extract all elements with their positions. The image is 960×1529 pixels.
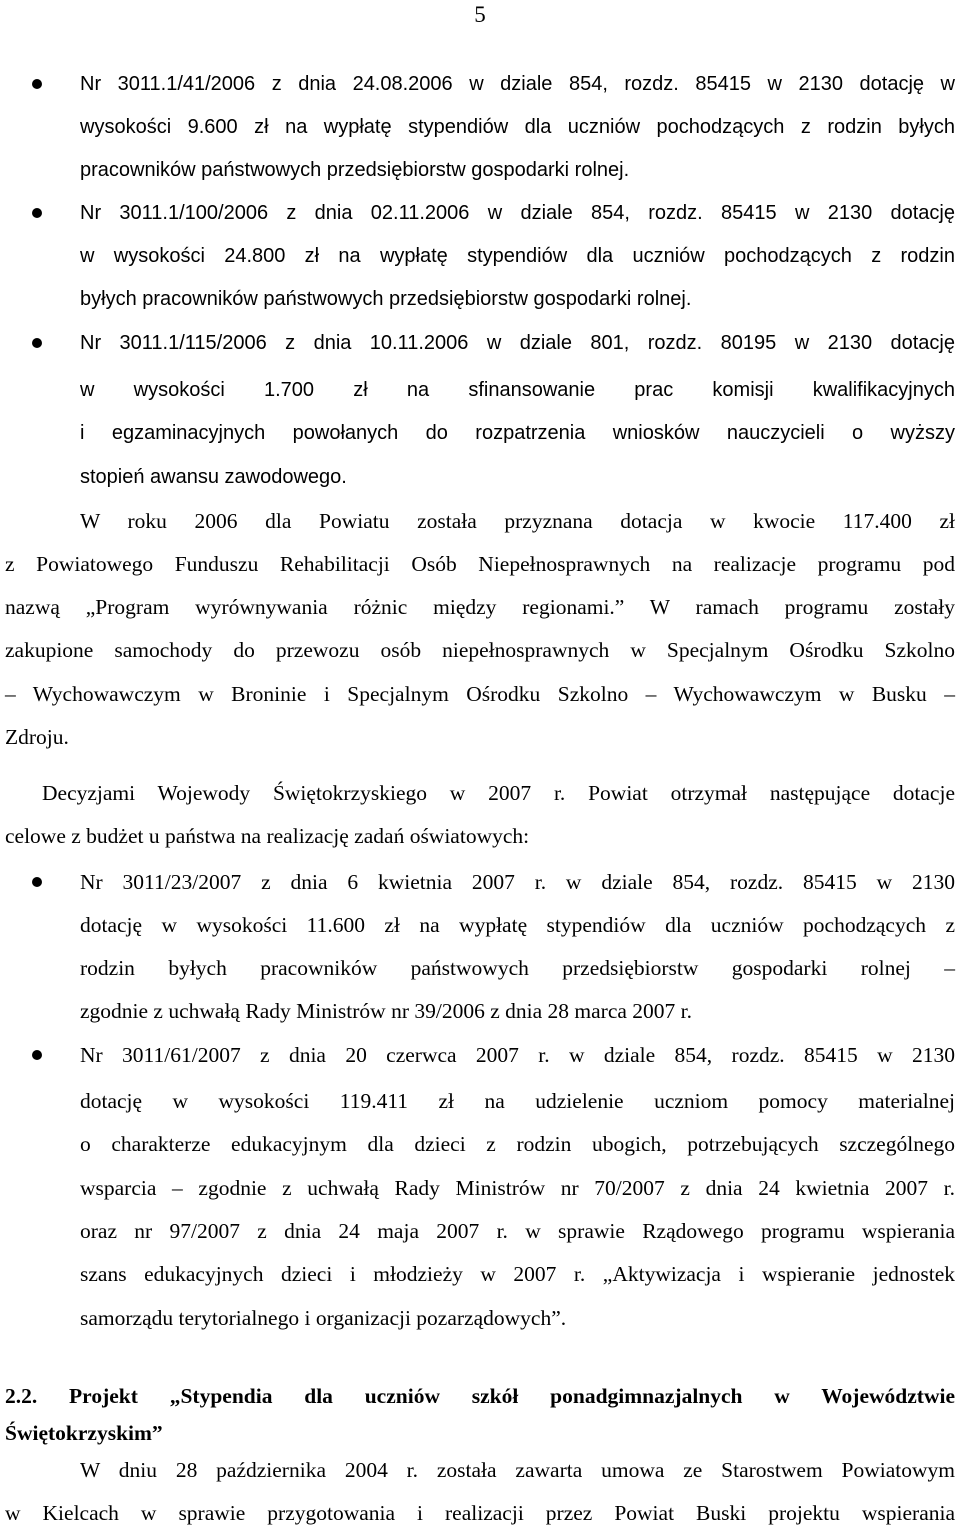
- list-item-line: samorządu terytorialnego i organizacji pozarządowych”.: [80, 1306, 567, 1330]
- list-item-line: wsparcia – zgodnie z uchwałą Rady Ministrów nr 70/2007 z dnia 24 kwietnia 2007 r.: [80, 1176, 955, 1200]
- list-item-line: rodzin byłych pracowników państwowych przedsiębiorstw gospodarki rolnej –: [80, 956, 955, 980]
- paragraph-line: zakupione samochody do przewozu osób niepełnosprawnych w Specjalnym Ośrodku Szkolno: [5, 638, 955, 662]
- paragraph-line: Zdroju.: [5, 725, 69, 749]
- bullet-icon: [32, 79, 42, 89]
- list-item-line: szans edukacyjnych dzieci i młodzieży w 2007 r. „Aktywizacja i wspieranie jednostek: [80, 1262, 955, 1286]
- list-item-line: o charakterze edukacyjnym dla dzieci z rodzin ubogich, potrzebujących szczególnego: [80, 1132, 955, 1156]
- list-item-line: Nr 3011.1/41/2006 z dnia 24.08.2006 w dziale 854, rozdz. 85415 w 2130 dotację w: [80, 73, 955, 95]
- list-item-line: pracowników państwowych przedsiębiorstw gospodarki rolnej.: [80, 159, 630, 181]
- list-item-line: w wysokości 24.800 zł na wypłatę stypendiów dla uczniów pochodzących z rodzin: [80, 245, 955, 267]
- heading-line: Świętokrzyskim”: [5, 1421, 163, 1445]
- bullet-icon: [32, 338, 42, 348]
- list-item-line: oraz nr 97/2007 z dnia 24 maja 2007 r. w sprawie Rządowego programu wspierania: [80, 1219, 955, 1243]
- list-item-line: i egzaminacyjnych powołanych do rozpatrzenia wniosków nauczycieli o wyższy: [80, 422, 955, 444]
- list-item-line: Nr 3011.1/115/2006 z dnia 10.11.2006 w dziale 801, rozdz. 80195 w 2130 dotację: [80, 332, 955, 354]
- list-item-line: zgodnie z uchwałą Rady Ministrów nr 39/2006 z dnia 28 marca 2007 r.: [80, 999, 693, 1023]
- paragraph-line: W roku 2006 dla Powiatu została przyznana dotacja w kwocie 117.400 zł: [80, 509, 955, 533]
- bullet-icon: [32, 208, 42, 218]
- paragraph-line: z Powiatowego Funduszu Rehabilitacji Osób Niepełnosprawnych na realizacje programu pod: [5, 552, 955, 576]
- paragraph-line: W dniu 28 października 2004 r. została zawarta umowa ze Starostwem Powiatowym: [80, 1458, 955, 1482]
- list-item-line: stopień awansu zawodowego.: [80, 466, 347, 488]
- list-item-line: Nr 3011.1/100/2006 z dnia 02.11.2006 w dziale 854, rozdz. 85415 w 2130 dotację: [80, 202, 955, 224]
- paragraph-line: nazwą „Program wyrównywania różnic między regionami.” W ramach programu zostały: [5, 595, 955, 619]
- paragraph-line: – Wychowawczym w Broninie i Specjalnym Ośrodku Szkolno – Wychowawczym w Busku –: [5, 682, 955, 706]
- paragraph-line: w Kielcach w sprawie przygotowania i realizacji przez Powiat Buski projektu wspierania: [5, 1501, 955, 1525]
- page-number: 5: [474, 2, 486, 27]
- bullet-icon: [32, 1050, 42, 1060]
- list-item-line: dotację w wysokości 119.411 zł na udzielenie uczniom pomocy materialnej: [80, 1089, 955, 1113]
- paragraph-line: Decyzjami Wojewody Świętokrzyskiego w 2007 r. Powiat otrzymał następujące dotacje: [42, 781, 955, 805]
- list-item-line: wysokości 9.600 zł na wypłatę stypendiów dla uczniów pochodzących z rodzin byłych: [80, 116, 955, 138]
- list-item-line: byłych pracowników państwowych przedsiębiorstw gospodarki rolnej.: [80, 288, 692, 310]
- list-item-line: w wysokości 1.700 zł na sfinansowanie prac komisji kwalifikacyjnych: [80, 379, 955, 401]
- paragraph-line: celowe z budżet u państwa na realizację zadań oświatowych:: [5, 824, 530, 848]
- heading-line: 2.2. Projekt „Stypendia dla uczniów szkół ponadgimnazjalnych w Województwie: [5, 1384, 955, 1408]
- list-item-line: Nr 3011/61/2007 z dnia 20 czerwca 2007 r. w dziale 854, rozdz. 85415 w 2130: [80, 1043, 955, 1067]
- list-item-line: dotację w wysokości 11.600 zł na wypłatę stypendiów dla uczniów pochodzących z: [80, 913, 955, 937]
- bullet-icon: [32, 877, 42, 887]
- list-item-line: Nr 3011/23/2007 z dnia 6 kwietnia 2007 r. w dziale 854, rozdz. 85415 w 2130: [80, 870, 955, 894]
